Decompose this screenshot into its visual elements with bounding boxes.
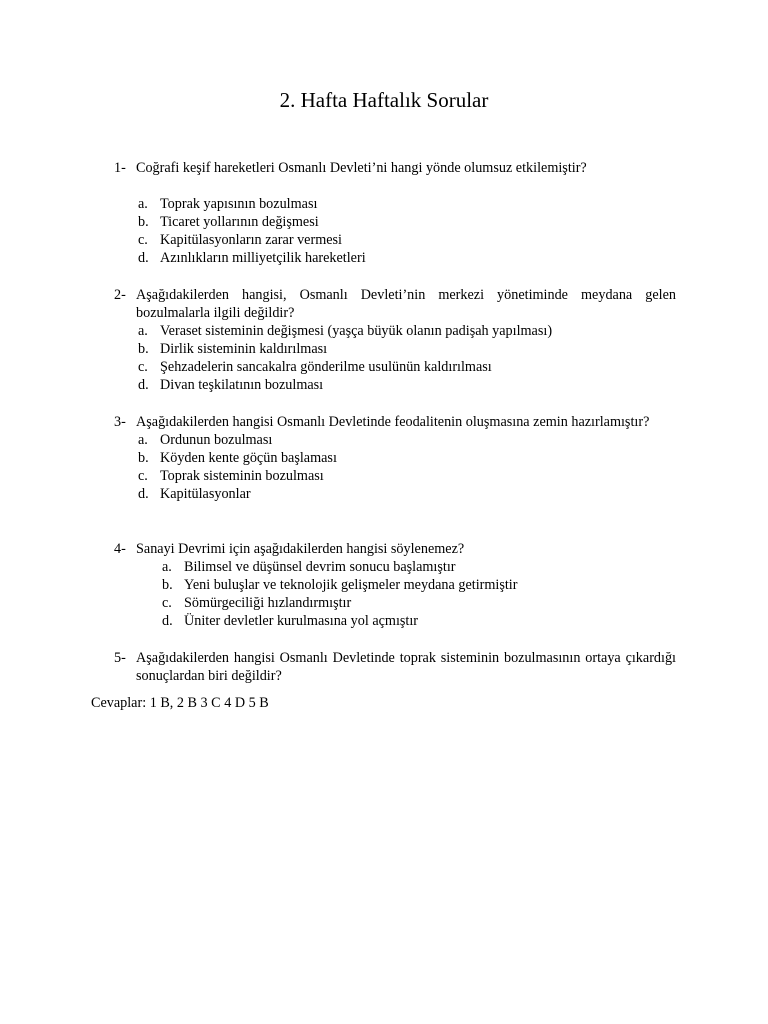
option-text: Köyden kente göçün başlaması <box>160 450 337 466</box>
question-2-head <box>114 286 676 322</box>
question-number: 4- <box>114 541 126 557</box>
option-letter: d. <box>138 377 149 393</box>
option-a <box>114 322 676 340</box>
question-text: Aşağıdakilerden hangisi Osmanlı Devletinde feodalitenin oluşmasına zemin hazırlamıştır? <box>136 414 650 430</box>
option-text: Toprak sisteminin bozulması <box>160 468 324 484</box>
option-text: Şehzadelerin sancakalra gönderilme usulünün kaldırılması <box>160 359 492 375</box>
option-text: Yeni buluşlar ve teknolojik gelişmeler meydana getirmiştir <box>184 577 518 593</box>
option-letter: a. <box>138 432 148 448</box>
option-text: Azınlıkların milliyetçilik hareketleri <box>160 250 366 266</box>
option-b <box>114 449 676 467</box>
option-letter: c. <box>162 595 172 611</box>
option-list <box>114 322 676 394</box>
option-letter: d. <box>162 613 173 629</box>
option-text: Bilimsel ve düşünsel devrim sonucu başlamıştır <box>184 559 456 575</box>
question-number: 5- <box>114 650 126 666</box>
option-letter: a. <box>138 196 148 212</box>
question-4-head <box>114 540 676 558</box>
option-c <box>114 594 676 612</box>
option-a <box>114 195 676 213</box>
option-text: Dirlik sisteminin kaldırılması <box>160 341 328 357</box>
option-list <box>114 431 676 503</box>
option-letter: a. <box>162 559 172 575</box>
option-d <box>114 612 676 630</box>
question-text: Aşağıdakilerden hangisi Osmanlı Devletinde toprak sisteminin bozulmasının ortaya çıkardığı sonuçlardan biri değildir? <box>136 650 676 684</box>
option-text: Veraset sisteminin değişmesi (yaşça büyük olanın padişah yapılması) <box>160 323 553 339</box>
option-letter: b. <box>138 214 149 230</box>
option-letter: b. <box>138 450 149 466</box>
option-letter: d. <box>138 250 149 266</box>
option-text: Ordunun bozulması <box>160 432 273 448</box>
option-text: Üniter devletler kurulmasına yol açmıştır <box>184 613 419 629</box>
option-b <box>114 340 676 358</box>
option-a <box>114 431 676 449</box>
option-letter: d. <box>138 486 149 502</box>
option-d <box>114 376 676 394</box>
page-title: 2. Hafta Haftalık Sorular <box>279 88 489 112</box>
option-letter: c. <box>138 468 148 484</box>
option-list <box>114 558 676 630</box>
option-b <box>114 213 676 231</box>
option-c <box>114 231 676 249</box>
question-5-head <box>114 649 676 685</box>
option-text: Divan teşkilatının bozulması <box>160 377 324 393</box>
option-letter: a. <box>138 323 148 339</box>
question-4 <box>114 540 676 630</box>
option-list <box>114 195 676 267</box>
option-letter: b. <box>138 341 149 357</box>
option-text: Kapitülasyonların zarar vermesi <box>160 232 342 248</box>
question-text: Sanayi Devrimi için aşağıdakilerden hangisi söylenemez? <box>136 541 465 557</box>
answer-key: Cevaplar: 1 B, 2 B 3 C 4 D 5 B <box>91 695 269 711</box>
question-3-head <box>114 413 676 431</box>
option-text: Kapitülasyonlar <box>160 486 251 502</box>
option-letter: c. <box>138 232 148 248</box>
option-b <box>114 576 676 594</box>
option-letter: c. <box>138 359 148 375</box>
option-d <box>114 485 676 503</box>
option-text: Ticaret yollarının değişmesi <box>160 214 319 230</box>
question-number: 1- <box>114 160 126 176</box>
option-text: Sömürgeciliği hızlandırmıştır <box>184 595 352 611</box>
question-1-head <box>114 159 676 177</box>
question-number: 3- <box>114 414 126 430</box>
question-5 <box>114 649 676 685</box>
question-text: Coğrafi keşif hareketleri Osmanlı Devleti’ni hangi yönde olumsuz etkilemiştir? <box>136 160 587 176</box>
question-2 <box>114 286 676 394</box>
option-letter: b. <box>162 577 173 593</box>
option-a <box>114 558 676 576</box>
question-text: Aşağıdakilerden hangisi, Osmanlı Devleti’nin merkezi yönetiminde meydana gelen bozulmalarla ilgili değildir? <box>136 287 676 321</box>
option-text: Toprak yapısının bozulması <box>160 196 318 212</box>
question-3 <box>114 413 676 503</box>
option-c <box>114 467 676 485</box>
question-1 <box>114 159 676 267</box>
question-number: 2- <box>114 287 126 303</box>
option-d <box>114 249 676 267</box>
option-c <box>114 358 676 376</box>
